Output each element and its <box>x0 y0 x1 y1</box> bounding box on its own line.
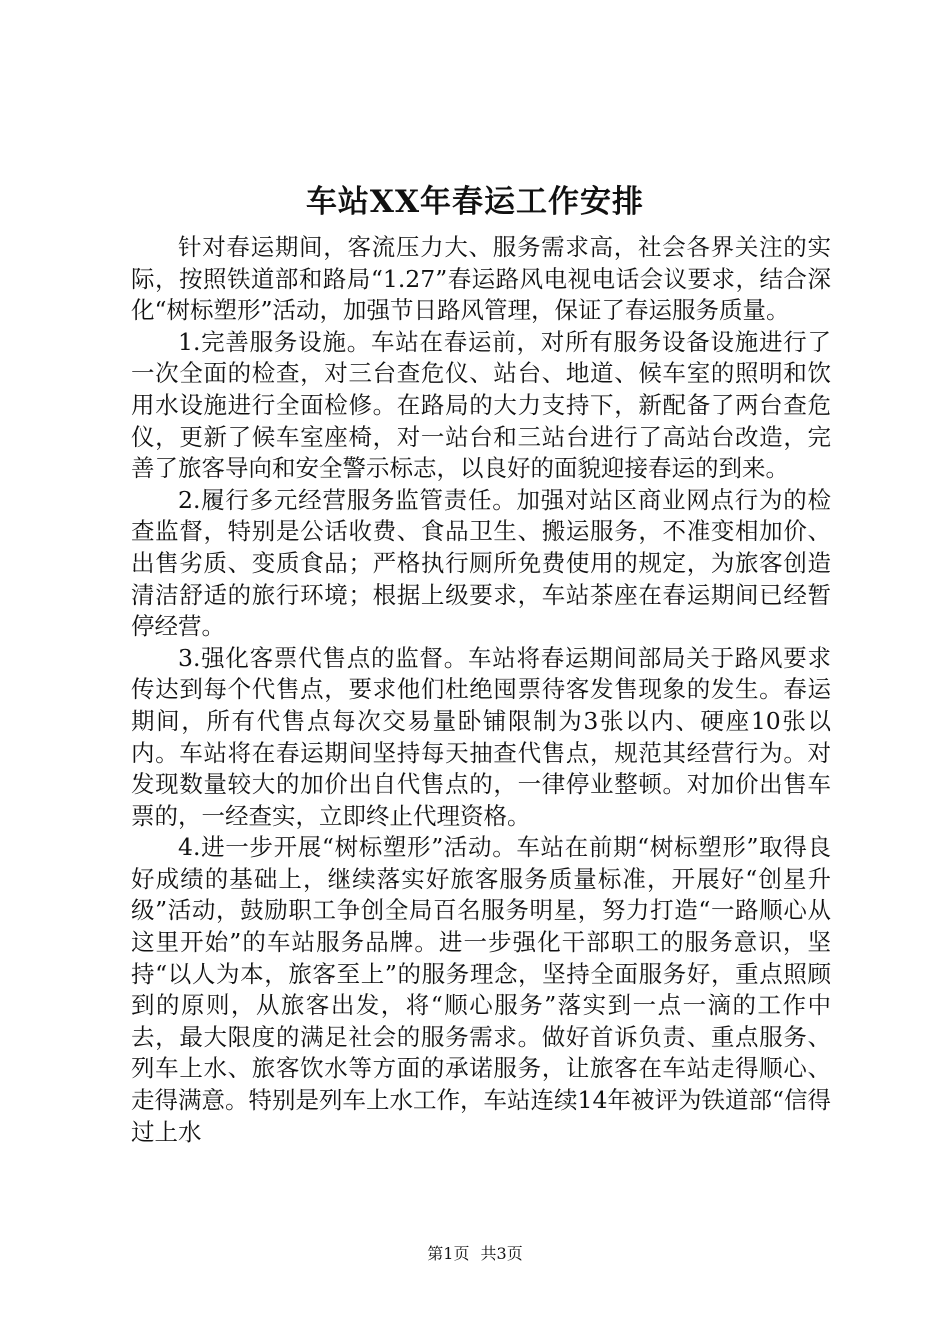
page-number: 第1页 <box>427 1244 470 1263</box>
paragraph-item-1: 1.完善服务设施。车站在春运前，对所有服务设备设施进行了一次全面的检查，对三台查危仪、站台、地道、候车室的照明和饮用水设施进行全面检修。在路局的大力支持下，新配备了两台查危仪，更新了候车室座椅，对一站台和三站台进行了高站台改造，完善了旅客导向和安全警示标志，以良好的面貌迎接春运的到来。 <box>131 327 831 483</box>
paragraph-item-2: 2.履行多元经营服务监管责任。加强对站区商业网点行为的检查监督，特别是公话收费、食品卫生、搬运服务，不准变相加价、出售劣质、变质食品；严格执行厕所免费使用的规定，为旅客创造清洁舒适的旅行环境；根据上级要求，车站茶座在春运期间已经暂停经营。 <box>131 485 831 641</box>
document-body <box>131 232 831 1148</box>
paragraph-item-4: 4.进一步开展“树标塑形”活动。车站在前期“树标塑形”取得良好成绩的基础上，继续落实好旅客服务质量标准，开展好“创星升级”活动，鼓励职工争创全局百名服务明星，努力打造“一路顺心从这里开始”的车站服务品牌。进一步强化干部职工的服务意识，坚持“以人为本，旅客至上”的服务理念，坚持全面服务好，重点照顾到的原则，从旅客出发，将“顺心服务”落实到一点一滴的工作中去，最大限度的满足社会的服务需求。做好首诉负责、重点服务、列车上水、旅客饮水等方面的承诺服务，让旅客在车站走得顺心、走得满意。特别是列车上水工作，车站连续14年被评为铁道部“信得过上水 <box>131 833 831 1146</box>
paragraph-item-3: 3.强化客票代售点的监督。车站将春运期间部局关于路风要求传达到每个代售点，要求他们杜绝囤票待客发售现象的发生。春运期间，所有代售点每次交易量卧铺限制为3张以内、硬座10张以内。车站将在春运期间坚持每天抽查代售点，规范其经营行为。对发现数量较大的加价出自代售点的，一律停业整顿。对加价出售车票的，一经查实，立即终止代理资格。 <box>131 643 831 830</box>
document-title: 车站XX年春运工作安排 <box>305 184 645 220</box>
page-total: 共3页 <box>480 1244 523 1263</box>
page-footer <box>0 1242 950 1266</box>
paragraph-intro: 针对春运期间，客流压力大、服务需求高，社会各界关注的实际，按照铁道部和路局“1.27”春运路风电视电话会议要求，结合深化“树标塑形”活动，加强节日路风管理，保证了春运服务质量。 <box>131 233 831 325</box>
